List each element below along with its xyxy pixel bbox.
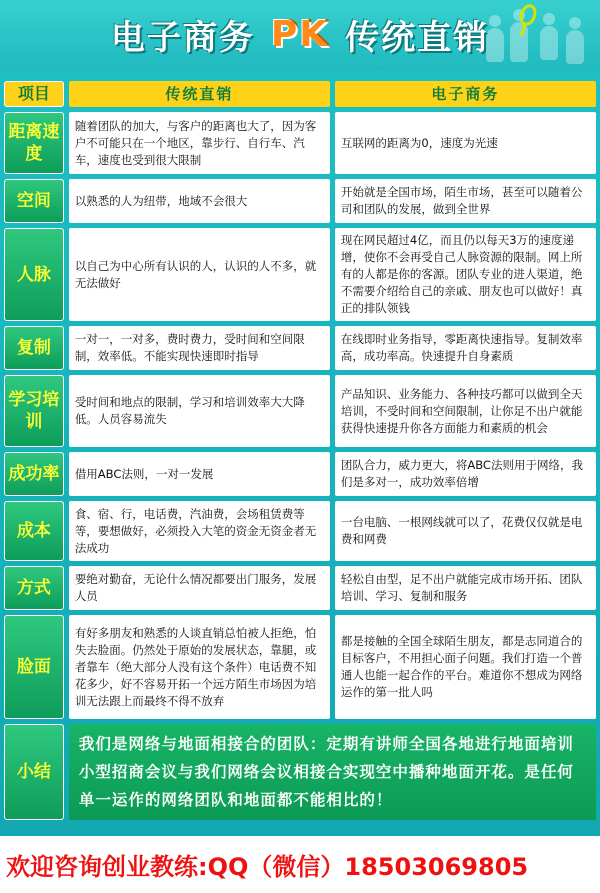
ecommerce-cell: 产品知识、业务能力、各种技巧都可以做到全天培训，不受时间和空间限制，让你足不出户就能获得快速提升你各方面能力和素质的机会 xyxy=(335,375,596,447)
table-row xyxy=(4,375,596,447)
table-row xyxy=(4,179,596,223)
row-label: 成本 xyxy=(4,501,64,561)
table-row xyxy=(4,615,596,719)
header-item: 项目 xyxy=(4,81,64,107)
table-row xyxy=(4,326,596,370)
table-header-row xyxy=(4,81,596,107)
row-label: 学习培训 xyxy=(4,375,64,447)
ecommerce-cell: 团队合力，威力更大，将ABC法则用于网络，我们是多对一，成功效率倍增 xyxy=(335,452,596,496)
traditional-cell: 有好多朋友和熟悉的人谈直销总怕被人拒绝，怕失去脸面。仍然处于原始的发展状态，靠腿，或者靠车（绝大部分人没有这个条件）电话费不知花多少，好不容易开拓一个远方陌生市场因为培训无法跟上而最终不得不放弃 xyxy=(69,615,330,719)
row-label: 复制 xyxy=(4,326,64,370)
traditional-cell: 以自己为中心所有认识的人，认识的人不多，就无法做好 xyxy=(69,228,330,321)
table-row xyxy=(4,566,596,610)
row-label: 成功率 xyxy=(4,452,64,496)
title-left: 电子商务 xyxy=(110,17,255,58)
ecommerce-cell: 现在网民超过4亿，而且仍以每天3万的速度递增，使你不会再受自己人脉资源的限制。网上所有的人都是你的客源。团队专业的进人渠道，绝不需要介绍给自己的亲戚、朋友也可以做好！真正的排队领钱 xyxy=(335,228,596,321)
summary-row xyxy=(4,724,596,820)
comparison-table xyxy=(4,76,596,825)
header-traditional: 传统直销 xyxy=(69,81,330,107)
ecommerce-cell: 在线即时业务指导，零距离快速指导。复制效率高，成功率高。快速提升自身素质 xyxy=(335,326,596,370)
ecommerce-cell: 开始就是全国市场，陌生市场，甚至可以随着公司和团队的发展，做到全世界 xyxy=(335,179,596,223)
traditional-cell: 食、宿、行，电话费，汽油费，会场租赁费等等，要想做好，必须投入大笔的资金无资金者无法成功 xyxy=(69,501,330,561)
summary-label: 小结 xyxy=(4,724,64,820)
row-label: 距离速度 xyxy=(4,112,64,174)
traditional-cell: 要绝对勤奋，无论什么情况都要出门服务，发展人员 xyxy=(69,566,330,610)
ecommerce-cell: 一台电脑、一根网线就可以了，花费仅仅就是电费和网费 xyxy=(335,501,596,561)
traditional-cell: 随着团队的加大，与客户的距离也大了，因为客户不可能只在一个地区，靠步行、自行车、汽车，速度也受到很大限制 xyxy=(69,112,330,174)
contact-footer: 欢迎咨询创业教练:QQ（微信）18503069805 xyxy=(0,836,600,893)
title-pk: PK xyxy=(270,13,330,55)
table-row xyxy=(4,112,596,174)
table-row xyxy=(4,501,596,561)
ecommerce-cell: 互联网的距离为0，速度为光速 xyxy=(335,112,596,174)
row-label: 方式 xyxy=(4,566,64,610)
summary-text: 我们是网络与地面相接合的团队：定期有讲师全国各地进行地面培训小型招商会议与我们网络会议相接合实现空中播种地面开花。是任何单一运作的网络团队和地面都不能相比的！ xyxy=(69,724,596,820)
traditional-cell: 借用ABC法则，一对一发展 xyxy=(69,452,330,496)
row-label: 脸面 xyxy=(4,615,64,719)
row-label: 空间 xyxy=(4,179,64,223)
table-row xyxy=(4,228,596,321)
traditional-cell: 一对一，一对多，费时费力，受时间和空间限制，效率低。不能实现快速即时指导 xyxy=(69,326,330,370)
traditional-cell: 以熟悉的人为纽带，地域不会很大 xyxy=(69,179,330,223)
title-banner xyxy=(0,0,600,70)
page-title xyxy=(0,6,600,62)
header-ecommerce: 电子商务 xyxy=(335,81,596,107)
table-row xyxy=(4,452,596,496)
row-label: 人脉 xyxy=(4,228,64,321)
ecommerce-cell: 轻松自由型，足不出户就能完成市场开拓、团队培训、学习、复制和服务 xyxy=(335,566,596,610)
ecommerce-cell: 都是接触的全国全球陌生朋友，都是志同道合的目标客户，不用担心面子问题。我们打造一个普通人也能一起合作的平台。难道你不想成为网络运作的第一批人吗 xyxy=(335,615,596,719)
title-right: 传统直销 xyxy=(345,17,490,58)
traditional-cell: 受时间和地点的限制，学习和培训效率大大降低。人员容易流失 xyxy=(69,375,330,447)
